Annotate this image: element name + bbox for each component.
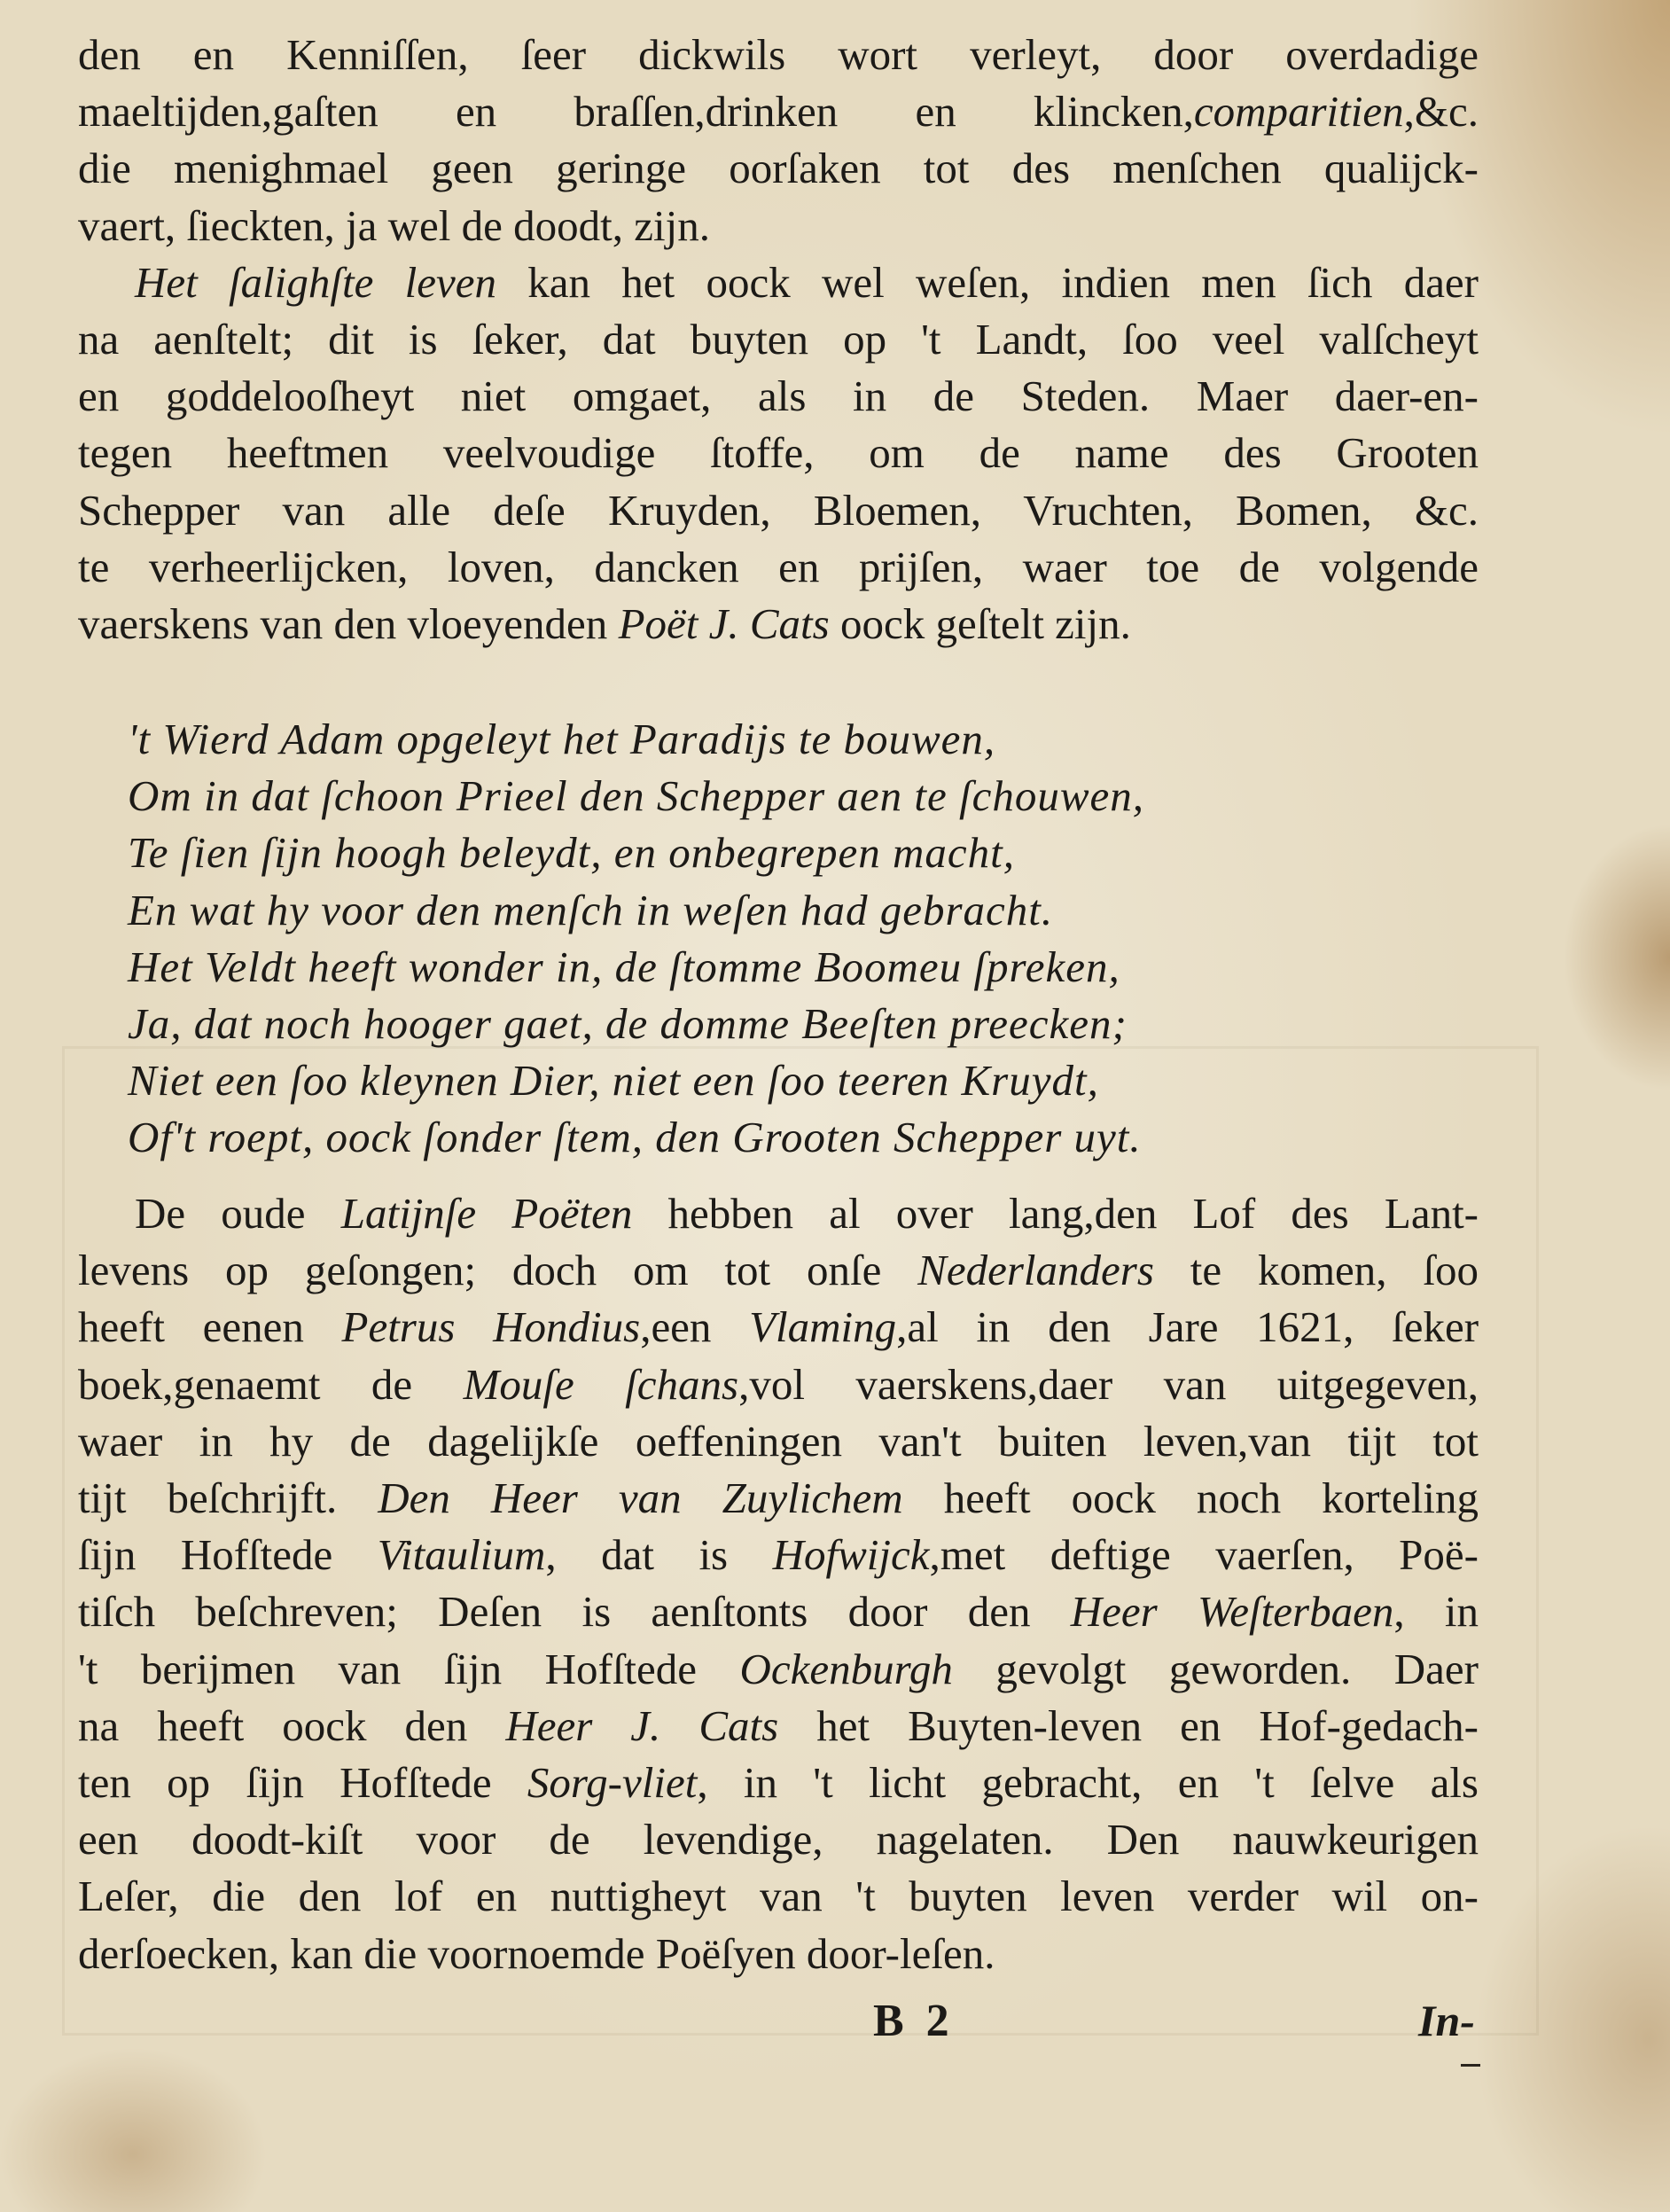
text-run: na heeft oock den — [78, 1700, 506, 1750]
text-run: derſoecken, kan die voornoemde Poëſyen door-leſen. — [78, 1928, 995, 1978]
text-run: te verheerlijcken, loven, dancken en prijſen, waer toe de volgende — [78, 542, 1479, 591]
text-run: , in 't licht gebracht, en 't ſelve als — [697, 1758, 1479, 1808]
verse-line: Of't roept, oock ſonder ſtem, den Grooten Schepper uyt. — [128, 1113, 1142, 1162]
italic-phrase: Sorg-vliet — [527, 1758, 698, 1808]
text-run: ſijn Hofſtede — [78, 1530, 378, 1580]
paragraph-top — [78, 27, 1479, 653]
text-run: ,een — [640, 1302, 750, 1352]
text-run: maeltijden,gaſten en braſſen,drinken en klincken, — [78, 87, 1194, 137]
text-line — [78, 1356, 1479, 1413]
italic-phrase: Vitaulium — [377, 1530, 546, 1580]
catchword-rule — [1461, 2064, 1480, 2067]
text-line — [78, 1641, 1479, 1698]
text-run: den en Kenniſſen, ſeer dickwils wort verleyt, door overdadige — [78, 30, 1479, 79]
verse-line: Het Veldt heeft wonder in, de ſtomme Boomeu ſpreken, — [128, 942, 1120, 991]
text-line — [78, 482, 1479, 539]
text-run: gevolgt geworden. Daer — [952, 1644, 1479, 1693]
text-line — [78, 27, 1479, 83]
text-line — [78, 1242, 1479, 1299]
italic-phrase: Latijnſe Poëten — [340, 1189, 633, 1238]
text-run: vaerskens van den vloeyenden — [78, 599, 619, 649]
italic-phrase: Hofwijck — [772, 1530, 930, 1580]
text-run: ,vol vaerskens,daer van uitgegeven, — [738, 1359, 1479, 1409]
italic-phrase: Mouſe ſchans — [463, 1359, 739, 1409]
text-run: ten op ſijn Hofſtede — [78, 1758, 527, 1808]
text-run: boek,genaemt de — [78, 1359, 464, 1409]
verse-line: En wat hy voor den menſch in weſen had gebracht. — [128, 885, 1054, 934]
text-run: tegen heeftmen veelvoudige ſtoffe, om de name des Grooten — [78, 428, 1479, 478]
text-line — [78, 1413, 1479, 1470]
text-run: , dat is — [545, 1530, 773, 1580]
text-line — [78, 140, 1479, 197]
italic-phrase: Nederlanders — [917, 1246, 1154, 1295]
page-footer — [0, 1995, 1670, 2075]
verse-line: 't Wierd Adam opgeleyt het Paradijs te bouwen, — [128, 715, 996, 763]
verse-line: Niet een ſoo kleynen Dier, niet een ſoo teeren Kruydt, — [128, 1056, 1099, 1106]
text-run: vaert, ſieckten, ja wel de doodt, zijn. — [78, 200, 710, 250]
text-line — [78, 311, 1479, 368]
text-line — [78, 1868, 1479, 1925]
text-run: te komen, ſoo — [1153, 1246, 1479, 1295]
verse-line: Te ſien ſijn hoogh beleydt, en onbegrepen macht, — [128, 828, 1016, 878]
text-line — [78, 425, 1479, 481]
text-run: een doodt-kiſt voor de levendige, nagelaten. Den nauwkeurigen — [78, 1815, 1479, 1864]
text-line — [78, 1470, 1479, 1527]
text-line — [78, 539, 1479, 596]
text-run: hebben al over lang,den Lof des Lant- — [632, 1189, 1479, 1238]
text-run: ,al in den Jare 1621, ſeker — [896, 1302, 1479, 1352]
text-line — [78, 83, 1479, 140]
text-run: De oude — [135, 1189, 341, 1238]
text-line — [78, 1926, 1479, 1982]
text-run: kan het oock wel weſen, indien men ſich daer — [496, 257, 1479, 307]
text-run: , in — [1393, 1587, 1479, 1637]
text-run: 't berijmen van ſijn Hofſtede — [78, 1644, 740, 1693]
italic-phrase: Het ſalighſte leven — [135, 257, 496, 307]
text-line — [78, 198, 1479, 254]
text-run: die menighmael geen geringe oorſaken tot des menſchen qualijck- — [78, 144, 1479, 193]
verse-block — [128, 711, 1440, 1167]
text-run: oock geſtelt zijn. — [829, 599, 1131, 649]
italic-phrase: Ockenburgh — [739, 1644, 953, 1693]
verse-line: Om in dat ſchoon Prieel den Schepper aen te ſchouwen, — [128, 771, 1145, 821]
text-line — [78, 1299, 1479, 1356]
text-line — [78, 1583, 1479, 1640]
signature-mark: B 2 — [873, 1996, 955, 2046]
text-run: tiſch beſchreven; Deſen is aenſtonts door den — [78, 1587, 1071, 1637]
italic-phrase: comparitien — [1193, 87, 1404, 137]
text-line — [78, 1698, 1479, 1755]
text-run: tijt beſchrijft. — [78, 1473, 378, 1523]
italic-phrase: Den Heer van Zuylichem — [378, 1473, 903, 1523]
text-line — [78, 254, 1479, 311]
text-run: Schepper van alle deſe Kruyden, Bloemen, Vruchten, Bomen, &c. — [78, 485, 1479, 535]
catchword: In- — [1418, 1996, 1475, 2045]
italic-phrase: Vlaming — [749, 1302, 897, 1352]
text-run: Leſer, die den lof en nuttigheyt van 't buyten leven verder wil on- — [78, 1872, 1479, 1921]
text-run: waer in hy de dagelijkſe oeffeningen van't buiten leven,van tijt tot — [78, 1416, 1479, 1466]
paragraph-bottom — [78, 1185, 1479, 1982]
text-run: en goddelooſheyt niet omgaet, als in de Steden. Maer daer-en- — [78, 371, 1479, 421]
text-line — [78, 1527, 1479, 1583]
text-run: ,met deftige vaerſen, Poë- — [929, 1530, 1479, 1580]
text-run: na aenſtelt; dit is ſeker, dat buyten op 't Landt, ſoo veel valſcheyt — [78, 315, 1479, 364]
text-line — [78, 1755, 1479, 1811]
text-run: heeft eenen — [78, 1302, 342, 1352]
text-line — [78, 596, 1479, 653]
text-run: het Buyten-leven en Hof-gedach- — [778, 1700, 1479, 1750]
text-line — [78, 1811, 1479, 1868]
italic-phrase: Heer J. Cats — [505, 1700, 779, 1750]
italic-phrase: Poët J. Cats — [618, 599, 830, 649]
text-line — [78, 368, 1479, 425]
text-run: heeft oock noch korteling — [902, 1473, 1479, 1523]
text-run: levens op geſongen; doch om tot onſe — [78, 1246, 918, 1295]
italic-phrase: Petrus Hondius — [341, 1302, 641, 1352]
text-run: ,&c. — [1403, 87, 1479, 137]
verse-line: Ja, dat noch hooger gaet, de domme Beeſten preecken; — [128, 999, 1128, 1049]
text-line — [78, 1185, 1479, 1242]
italic-phrase: Heer Weſterbaen — [1070, 1587, 1394, 1637]
